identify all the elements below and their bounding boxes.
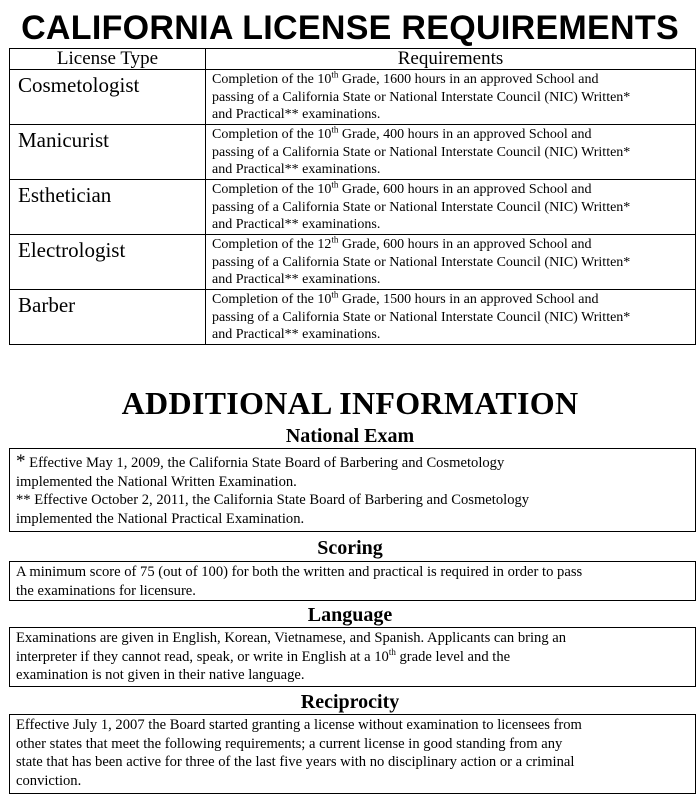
scoring-title: Scoring bbox=[317, 537, 383, 559]
language-line: Examinations are given in English, Korean, Vietnamese, and Spanish. Applicants can bring an bbox=[16, 630, 567, 646]
national-exam-title: National Exam bbox=[285, 425, 415, 447]
reciprocity-line: other states that meet the following requirements; a current license in good standing from any bbox=[16, 735, 563, 752]
national-exam-line: implemented the National Written Examination. bbox=[16, 473, 297, 490]
req-text: Grade, 400 hours in an approved School and bbox=[338, 127, 592, 142]
header-license-type: License Type bbox=[10, 49, 206, 70]
national-exam-line: ** Effective October 2, 2011, the California State Board of Barbering and Cosmetology bbox=[16, 492, 530, 508]
table-row bbox=[10, 290, 696, 345]
asterisk-mark: * bbox=[16, 451, 26, 472]
table-row bbox=[10, 70, 696, 125]
req-text: and Practical** examinations. bbox=[212, 107, 381, 122]
table-header-row bbox=[10, 49, 696, 70]
scoring-box bbox=[9, 561, 696, 601]
requirements-cell bbox=[206, 235, 696, 290]
req-text: Completion of the 10 bbox=[212, 292, 332, 307]
req-text: and Practical** examinations. bbox=[212, 272, 381, 287]
license-type-cell: Electrologist bbox=[10, 235, 206, 290]
header-requirements: Requirements bbox=[206, 49, 696, 70]
ordinal-suffix: th bbox=[388, 646, 396, 657]
national-exam-line: Effective May 1, 2009, the California State Board of Barbering and Cosmetology bbox=[25, 455, 505, 471]
language-box bbox=[9, 627, 696, 687]
reciprocity-line: Effective July 1, 2007 the Board started granting a license without examination to licensees from bbox=[16, 717, 582, 733]
language-line: examination is not given in their native language. bbox=[16, 667, 305, 683]
reciprocity-line: conviction. bbox=[16, 772, 82, 789]
language-line: interpreter if they cannot read, speak, or write in English at a 10 bbox=[16, 648, 389, 665]
req-text: and Practical** examinations. bbox=[212, 217, 381, 232]
ordinal-suffix: th bbox=[331, 69, 339, 80]
ordinal-suffix: th bbox=[331, 234, 339, 245]
scoring-line: the examinations for licensure. bbox=[16, 582, 196, 599]
scoring-line: A minimum score of 75 (out of 100) for both the written and practical is required in order to pass bbox=[16, 564, 583, 580]
req-text: passing of a California State or National Interstate Council (NIC) Written* bbox=[212, 254, 631, 270]
req-text: Completion of the 10 bbox=[212, 182, 332, 197]
req-text: and Practical** examinations. bbox=[212, 162, 381, 177]
req-text: Grade, 600 hours in an approved School and bbox=[338, 182, 592, 197]
additional-information-title: ADDITIONAL INFORMATION bbox=[121, 385, 579, 421]
requirements-cell bbox=[206, 70, 696, 125]
req-text: Grade, 1500 hours in an approved School and bbox=[338, 292, 599, 307]
ordinal-suffix: th bbox=[331, 179, 339, 190]
req-text: passing of a California State or National Interstate Council (NIC) Written* bbox=[212, 199, 631, 215]
req-text: Completion of the 10 bbox=[212, 72, 332, 87]
language-line: grade level and the bbox=[395, 648, 511, 665]
req-text: passing of a California State or National Interstate Council (NIC) Written* bbox=[212, 144, 631, 160]
table-row bbox=[10, 125, 696, 180]
req-text: Completion of the 12 bbox=[212, 237, 332, 252]
ordinal-suffix: th bbox=[331, 124, 339, 135]
req-text: passing of a California State or National Interstate Council (NIC) Written* bbox=[212, 89, 631, 105]
reciprocity-line: state that has been active for three of the last five years with no disciplinary action or a criminal bbox=[16, 754, 575, 770]
license-type-cell: Barber bbox=[10, 290, 206, 345]
license-type-cell: Esthetician bbox=[10, 180, 206, 235]
req-text: Completion of the 10 bbox=[212, 127, 332, 142]
table-row bbox=[10, 235, 696, 290]
ordinal-suffix: th bbox=[331, 289, 339, 300]
national-exam-box bbox=[9, 448, 696, 532]
page-title: CALIFORNIA LICENSE REQUIREMENTS bbox=[21, 9, 679, 47]
req-text: Grade, 1600 hours in an approved School and bbox=[338, 72, 599, 87]
license-type-cell: Cosmetologist bbox=[10, 70, 206, 125]
national-exam-line: implemented the National Practical Examination. bbox=[16, 510, 305, 527]
req-text: Grade, 600 hours in an approved School and bbox=[338, 237, 592, 252]
reciprocity-title: Reciprocity bbox=[300, 691, 400, 713]
requirements-cell bbox=[206, 180, 696, 235]
req-text: and Practical** examinations. bbox=[212, 327, 381, 342]
reciprocity-box bbox=[9, 714, 696, 794]
requirements-cell bbox=[206, 290, 696, 345]
req-text: passing of a California State or National Interstate Council (NIC) Written* bbox=[212, 309, 631, 325]
table-row bbox=[10, 180, 696, 235]
license-type-cell: Manicurist bbox=[10, 125, 206, 180]
requirements-table bbox=[9, 48, 696, 345]
requirements-cell bbox=[206, 125, 696, 180]
language-title: Language bbox=[307, 604, 393, 626]
